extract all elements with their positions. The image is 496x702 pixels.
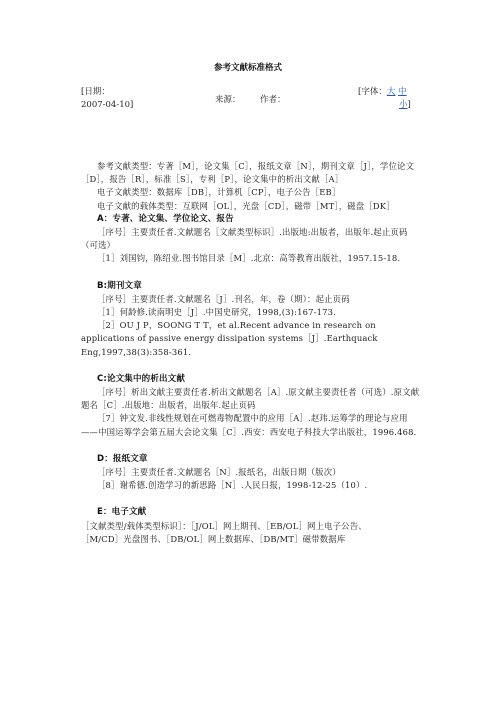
section-heading-e: E：电子文献 [97,507,147,518]
example-line: ［1］何龄修.读南明史［J］.中国史研究，1998,(3):167-173. [97,307,336,318]
format-line: ［序号］主要责任者.文献题名［文献类型标识］.出版地:出版者，出版年.起止页码（可选） [81,227,408,251]
date-value: 2007-04-10] [81,100,134,110]
example-line: ［1］刘国钧，陈绍业.图书馆目录［M］.北京：高等教育出版社，1957.15-18. [97,253,401,264]
document-title: 参考文献标准格式 [213,63,282,73]
article-meta [0,86,496,116]
font-label: [字体： [358,87,387,97]
source-label: 来源： [215,95,241,105]
section-heading-a: A：专著、论文集、学位论文、报告 [97,213,234,224]
format-line: ［序号］析出文献主要责任者.析出文献题名［A］.原文献主要责任者（可选）.原文献题名［C］.出版地：出版者，出版年.起止页码 [81,387,420,411]
font-large-link[interactable]: 大 [386,87,396,97]
article-body [81,160,421,546]
font-size-control [358,86,411,112]
date-label: [日期： [81,87,110,97]
date-info [81,86,133,112]
example-line: ［2］OU J P，SOONG T T，et al.Recent advance in research on applications of passive energy dissipation systems［J］.Earthquack Eng,1997,38(3):358-361. [81,320,378,357]
intro-paragraph: 参考文献类型：专著［M］，论文集［C］，报纸文章［N］，期刊文章［J］，学位论文［D］，报告［R］，标准［S］，专利［P］，论文集中的析出文献［A］ [81,161,415,185]
font-close-bracket: ] [407,100,411,110]
format-line: ［序号］主要责任者.文献题名［N］.报纸名，出版日期（版次） [97,467,341,478]
section-heading-d: D：报纸文章 [97,453,148,464]
author-label: 作者： [260,95,286,105]
example-line: ［7］钟文发.非线性规划在可燃毒物配置中的应用［A］.赵玮.运筹学的理论与应用——中国运筹学会第五届大会论文集［C］.西安：西安电子科技大学出版社，1996.468. [81,413,417,437]
intro-paragraph: 电子文献的载体类型：互联网［OL］，光盘［CD］，磁带［MT］，磁盘［DK］ [97,200,395,211]
intro-paragraph: 电子文献类型：数据库［DB］，计算机［CP］，电子公告［EB］ [97,187,341,198]
section-heading-c: C:论文集中的析出文献 [97,373,185,384]
format-line: ［文献类型/载体类型标识］：［J/OL］网上期刊、［EB/OL］网上电子公告、 [81,520,367,531]
example-line: ［8］谢希德.创造学习的新思路［N］.人民日报，1998-12-25（10）. [97,480,368,491]
section-heading-b: B:期刊文章 [97,280,142,291]
format-line: ［M/CD］光盘图书、［DB/OL］网上数据库、［DB/MT］磁带数据库 [81,533,346,544]
font-medium-link[interactable]: 中 [398,87,407,97]
font-small-link[interactable]: 小 [399,100,408,110]
format-line: ［序号］主要责任者.文献题名［J］.刊名，年，卷（期）：起止页码 [97,293,350,304]
